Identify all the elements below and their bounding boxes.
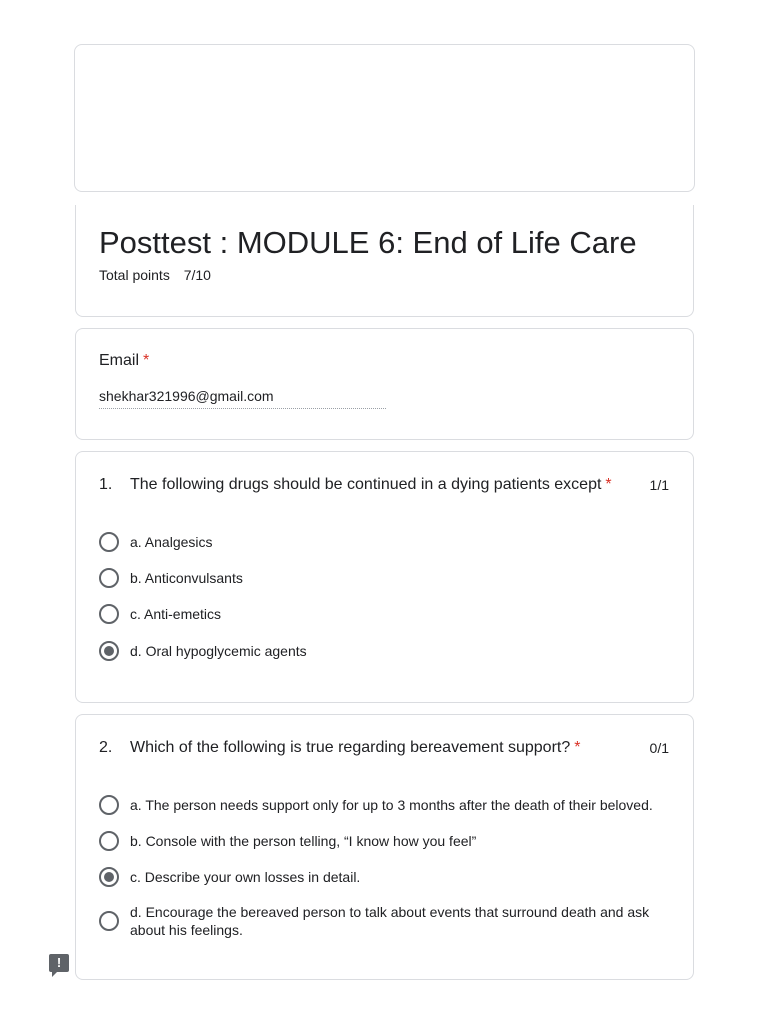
option-label: c. Anti-emetics [130,606,222,622]
option-a[interactable] [99,532,679,552]
option-label: b. Console with the person telling, “I know how you feel” [130,833,477,849]
option-label: a. The person needs support only for up to 3 months after the death of their beloved. [130,797,653,813]
option-label: d. Encourage the bereaved person to talk about events that surround death and ask about his feelings. [130,904,650,938]
question-score: 0/1 [649,740,669,756]
form-title: Posttest : MODULE 6: End of Life Care [99,225,637,260]
option-label: d. Oral hypoglycemic agents [130,643,307,659]
option-label: c. Describe your own losses in detail. [130,869,361,885]
option-label: b. Anticonvulsants [130,570,243,586]
radio-unchecked-icon[interactable] [99,568,119,588]
option-c[interactable] [99,867,679,887]
radio-unchecked-icon[interactable] [99,911,119,931]
feedback-glyph: ! [56,955,62,970]
email-field[interactable]: shekhar321996@gmail.com [99,386,386,409]
email-label: Email [99,352,140,369]
question-text [130,738,630,758]
question-text [130,475,630,495]
radio-unchecked-icon[interactable] [99,795,119,815]
form-header-card [75,205,694,317]
option-b[interactable] [99,831,679,851]
question-number: 2. [99,739,113,756]
question-number: 1. [99,476,113,493]
radio-checked-icon[interactable] [99,641,119,661]
total-points-label: Total points [99,267,170,283]
required-marker: * [143,352,150,369]
option-d[interactable] [99,903,679,939]
option-c[interactable] [99,604,679,624]
radio-unchecked-icon[interactable] [99,604,119,624]
radio-checked-icon[interactable] [99,867,119,887]
radio-unchecked-icon[interactable] [99,831,119,851]
total-points [99,266,211,284]
radio-unchecked-icon[interactable] [99,532,119,552]
question-text-content: Which of the following is true regarding bereavement support? [130,739,571,756]
email-card [75,328,694,440]
question-card-2 [75,714,694,980]
option-label: a. Analgesics [130,534,213,550]
required-marker: * [574,739,581,756]
option-d[interactable] [99,641,679,661]
question-text-content: The following drugs should be continued in a dying patients except [130,476,602,493]
email-label-row [99,351,149,371]
report-feedback-icon[interactable] [49,954,69,972]
option-b[interactable] [99,568,679,588]
option-a[interactable] [99,795,679,815]
question-score: 1/1 [649,477,669,493]
header-banner [74,44,695,192]
question-card-1 [75,451,694,703]
total-points-value: 7/10 [183,267,211,283]
required-marker: * [605,476,612,493]
